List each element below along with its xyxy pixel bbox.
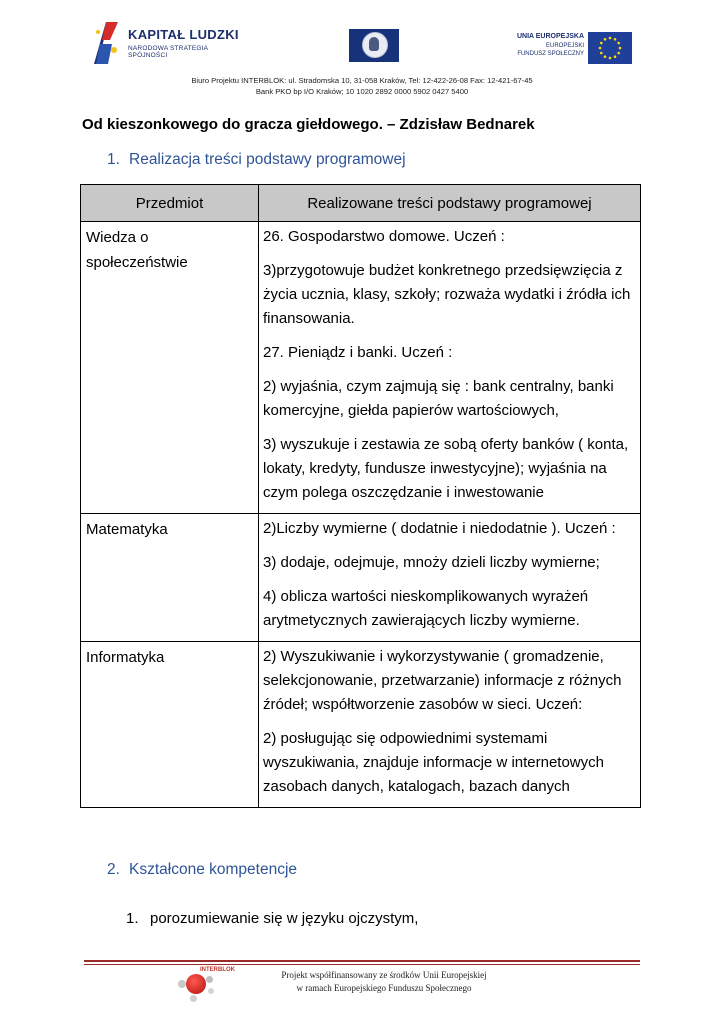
school-seal-logo [349, 29, 399, 62]
content-cell [259, 642, 641, 808]
header-address: Biuro Projektu INTERBLOK: ul. Stradomska 10, 31-058 Kraków, Tel: 12-422-26-08 Fax: 12-421-67-45 [191, 76, 533, 85]
content-paragraph: 2) wyjaśnia, czym zajmują się : bank centralny, banki komercyjne, giełda papierów wartościowych, [263, 378, 614, 419]
section-2-number: 2. [107, 861, 120, 878]
interblok-logo [176, 966, 242, 1004]
list-item [126, 910, 418, 927]
content-paragraph: 3) wyszukuje i zestawia ze sobą oferty banków ( konta, lokaty, kredyty, fundusze inwestycyjne); wyjaśnia na czym polega oszczędzanie i inwestowanie [263, 436, 629, 501]
interblok-grey-dot [190, 995, 197, 1002]
section-heading-2 [107, 861, 297, 879]
interblok-logo-text: INTERBLOK [200, 967, 235, 973]
document-title: Od kieszonkowego do gracza giełdowego. – Zdzisław Bednarek [82, 116, 535, 133]
eu-flag-icon [588, 32, 632, 64]
kapital-ludzki-subtitle: NARODOWA STRATEGIA SPÓJNOŚCI [128, 45, 208, 59]
content-paragraph: 27. Pieniądz i banki. Uczeń : [263, 344, 453, 361]
column-header-subject: Przedmiot [81, 185, 259, 222]
column-header-content: Realizowane treści podstawy programowej [259, 185, 641, 222]
eu-logo-line1: UNIA EUROPEJSKA [516, 33, 584, 40]
portrait-icon [369, 37, 379, 51]
section-1-number: 1. [107, 151, 120, 168]
content-cell [259, 514, 641, 642]
curriculum-table [80, 184, 641, 808]
content-paragraph: 3) dodaje, odejmuje, mnoży dzieli liczby wymierne; [263, 554, 600, 571]
table-header-row [81, 185, 641, 222]
interblok-grey-dot [206, 976, 213, 983]
kapital-ludzki-title: KAPITAŁ LUDZKI [128, 27, 239, 42]
content-paragraph: 4) oblicza wartości nieskomplikowanych wyrażeń arytmetycznych zawierających liczby wymierne. [263, 588, 589, 629]
content-paragraph: 2)Liczby wymierne ( dodatnie i niedodatnie ). Uczeń : [263, 520, 616, 537]
header-bank-account: Bank PKO bp I/O Kraków; 10 1020 2892 0000 5902 0427 5400 [255, 87, 469, 96]
content-paragraph: 26. Gospodarstwo domowe. Uczeń : [263, 228, 505, 245]
kapital-ludzki-mark-icon [92, 20, 122, 66]
content-paragraph: 2) posługując się odpowiednimi systemami wyszukiwania, znajduje informacje w internetowych zasobach danych, katalogach, bazach danych [263, 730, 604, 795]
table-row [81, 514, 641, 642]
content-cell [259, 222, 641, 514]
table-row [81, 222, 641, 514]
subject-cell: Matematyka [81, 514, 259, 642]
interblok-grey-dot [208, 988, 214, 994]
eu-logo-line2: EUROPEJSKI [545, 43, 584, 49]
table-row [81, 642, 641, 808]
eu-logo-line3: FUNDUSZ SPOŁECZNY [517, 51, 584, 57]
kapital-ludzki-logo [92, 20, 242, 66]
competence-number: 1. [126, 910, 139, 927]
subject-cell: Informatyka [81, 642, 259, 808]
content-paragraph: 3)przygotowuje budżet konkretnego przedsięwzięcia z życia ucznia, klasy, szkoły; rozważa wydatki i źródła ich finansowania. [263, 262, 631, 327]
eu-logo [506, 30, 632, 66]
footer-divider-thin [84, 964, 640, 965]
competence-text: porozumiewanie się w języku ojczystym, [150, 910, 419, 927]
section-heading-1 [107, 151, 406, 169]
footer-line-2: w ramach Europejskiego Funduszu Społecznego [296, 983, 472, 993]
footer-divider [84, 960, 640, 962]
section-1-title: Realizacja treści podstawy programowej [129, 151, 406, 168]
section-2-title: Kształcone kompetencje [129, 861, 298, 878]
content-paragraph: 2) Wyszukiwanie i wykorzystywanie ( gromadzenie, selekcjonowanie, przetwarzanie) informacje z różnych źródeł; współtworzenie zasobów w sieci. Uczeń: [263, 648, 622, 713]
subject-cell: Wiedza o społeczeństwie [81, 222, 259, 514]
interblok-grey-dot [178, 980, 186, 988]
interblok-red-dot-icon [186, 974, 206, 994]
footer-line-1: Projekt współfinansowany ze środków Unii Europejskiej [281, 970, 487, 980]
